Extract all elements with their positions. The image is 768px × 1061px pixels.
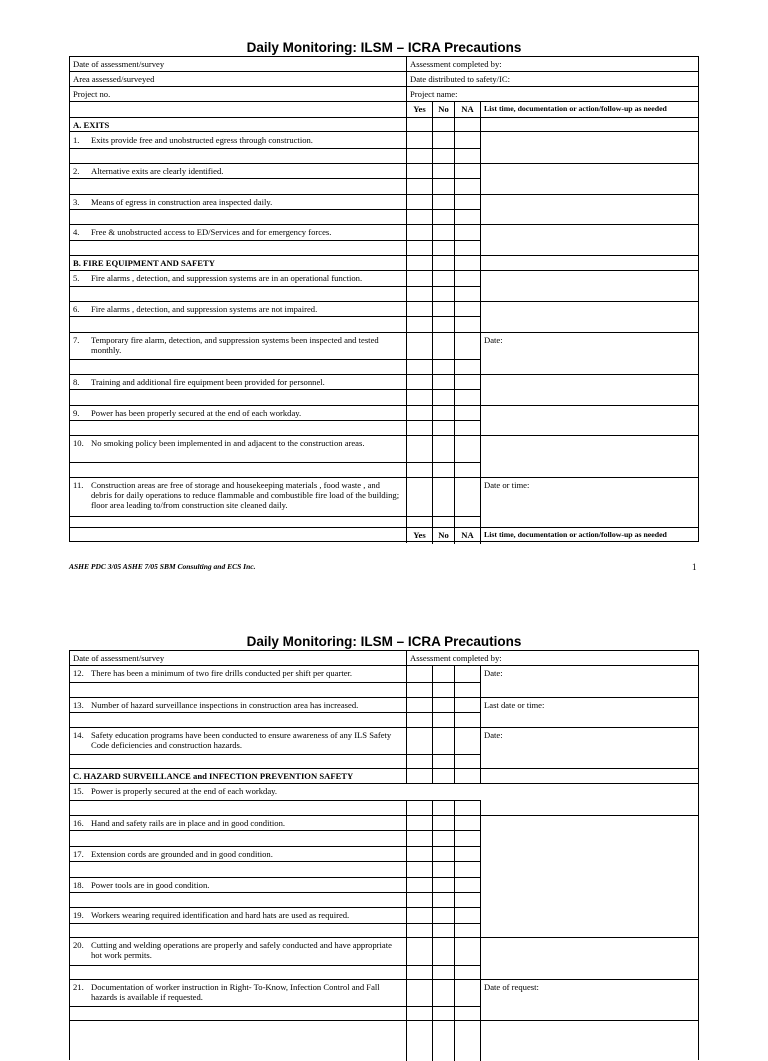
checklist-item-19: 19. Workers wearing required identification and hard hats are used as required.: [73, 910, 350, 920]
col-na-header: NA: [461, 104, 474, 114]
checklist-item-21: 21. Documentation of worker instruction in Right- To-Know, Infection Control and Fall hazards is available if requested.: [73, 982, 380, 1002]
assessment-completed-by-field[interactable]: Assessment completed by:: [410, 59, 502, 69]
col-no-header: No: [438, 104, 449, 114]
page-title: Daily Monitoring: ILSM – ICRA Precautions: [246, 40, 522, 55]
date-distributed-field[interactable]: Date distributed to safety/IC:: [410, 74, 510, 84]
col-notes-footer: List time, documentation or action/follow-up as needed: [484, 530, 667, 539]
item-12-date-field[interactable]: Date:: [484, 668, 503, 678]
checklist-item-10: 10. No smoking policy been implemented in and adjacent to the construction areas.: [73, 438, 365, 448]
checklist-item-12: 12. There has been a minimum of two fire drills conducted per shift per quarter.: [73, 668, 353, 678]
checklist-item-11: 11. Construction areas are free of storage and housekeeping materials , food waste , and debris for daily operations to reduce flammable and combustible fire load of the building; floor area leading to/from construction site cleaned daily.: [73, 480, 400, 510]
page-number: 1: [692, 562, 697, 572]
item-7-date-field[interactable]: Date:: [484, 335, 503, 345]
checklist-item-20: 20. Cutting and welding operations are properly and safely conducted and have appropriate hot work permits.: [73, 940, 392, 960]
checklist-item-4: 4. Free & unobstructed access to ED/Services and for emergency forces.: [73, 227, 332, 237]
col-na-footer: NA: [461, 530, 474, 540]
section-c-heading: C. HAZARD SURVEILLANCE and INFECTION PREVENTION SAFETY: [73, 771, 354, 781]
col-no-footer: No: [438, 530, 449, 540]
footer-credit: ASHE PDC 3/05 ASHE 7/05 SBM Consulting and ECS Inc.: [69, 562, 256, 571]
date-of-assessment-label: Date of assessment/survey: [73, 653, 165, 663]
checklist-item-8: 8. Training and additional fire equipment been provided for personnel.: [73, 377, 325, 387]
col-notes-header: List time, documentation or action/follow-up as needed: [484, 104, 667, 113]
checklist-table: [69, 56, 699, 542]
section-b-heading: B. FIRE EQUIPMENT AND SAFETY: [73, 258, 215, 268]
date-of-assessment-label: Date of assessment/survey: [73, 59, 165, 69]
assessment-completed-by-field[interactable]: Assessment completed by:: [410, 653, 502, 663]
checklist-item-14: 14. Safety education programs have been conducted to ensure awareness of any ILS Safety Code deficiencies and construction hazards.: [73, 730, 392, 750]
checklist-item-1: 1. Exits provide free and unobstructed egress through construction.: [73, 135, 313, 145]
item-13-date-field[interactable]: Last date or time:: [484, 700, 545, 710]
checklist-item-13: 13. Number of hazard surveillance inspections in construction area has increased.: [73, 700, 359, 710]
project-no-label: Project no.: [73, 89, 111, 99]
checklist-item-7: 7. Temporary fire alarm, detection, and suppression systems been inspected and tested monthly.: [73, 335, 379, 355]
item-21-date-field[interactable]: Date of request:: [484, 982, 539, 992]
col-yes-header: Yes: [413, 104, 426, 114]
col-yes-footer: Yes: [413, 530, 426, 540]
checklist-item-9: 9. Power has been properly secured at the end of each workday.: [73, 408, 302, 418]
checklist-item-17: 17. Extension cords are grounded and in good condition.: [73, 849, 273, 859]
item-14-date-field[interactable]: Date:: [484, 730, 503, 740]
item-11-date-field[interactable]: Date or time:: [484, 480, 530, 490]
checklist-item-6: 6. Fire alarms , detection, and suppression systems are not impaired.: [73, 304, 318, 314]
section-a-heading: A. EXITS: [73, 120, 110, 130]
checklist-item-2: 2. Alternative exits are clearly identified.: [73, 166, 224, 176]
area-assessed-label: Area assessed/surveyed: [73, 74, 155, 84]
checklist-item-3: 3. Means of egress in construction area inspected daily.: [73, 197, 273, 207]
project-name-field[interactable]: Project name:: [410, 89, 458, 99]
checklist-item-15: 15. Power is properly secured at the end of each workday.: [73, 786, 278, 796]
checklist-item-5: 5. Fire alarms , detection, and suppression systems are in an operational function.: [73, 273, 363, 283]
checklist-item-16: 16. Hand and safety rails are in place and in good condition.: [73, 818, 286, 828]
page-title: Daily Monitoring: ILSM – ICRA Precautions: [246, 634, 522, 649]
checklist-item-18: 18. Power tools are in good condition.: [73, 880, 210, 890]
checklist-table: [69, 650, 699, 1060]
